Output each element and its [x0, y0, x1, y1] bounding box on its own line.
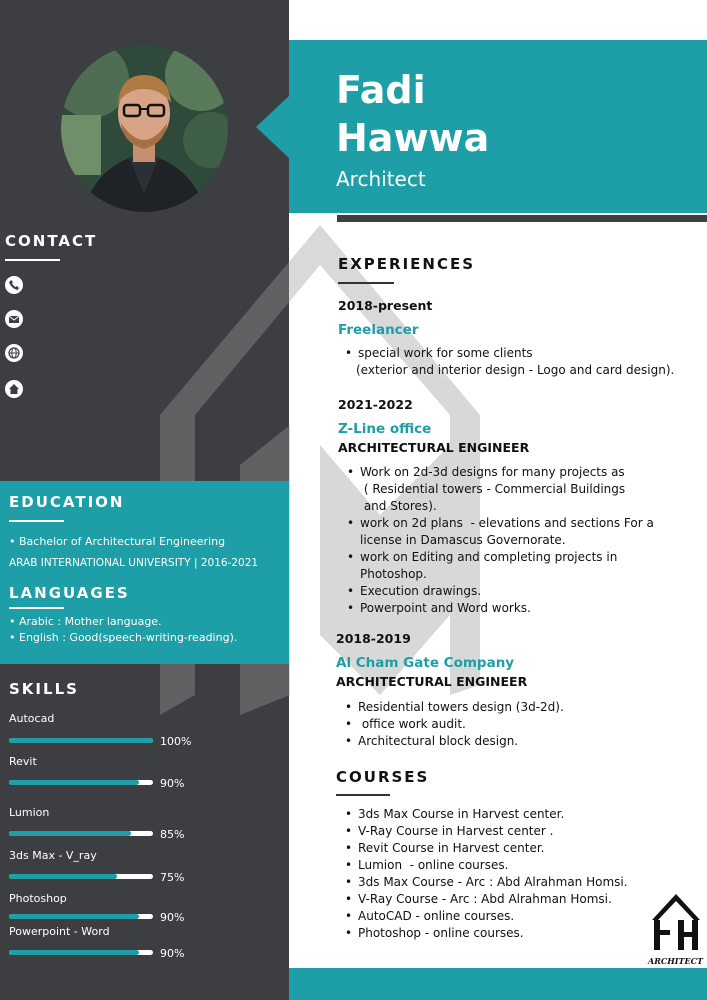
skill-bar-fill	[9, 874, 117, 879]
job-bullets	[344, 464, 654, 617]
header-pointer	[256, 95, 290, 159]
skill-name: Powerpoint - Word	[9, 925, 110, 938]
skill-percent: 85%	[160, 828, 185, 841]
job-company: Z-Line office	[338, 421, 432, 437]
skill-bar	[9, 738, 153, 743]
list-item: • work on Editing and completing projects in	[344, 549, 654, 566]
skill-name: Autocad	[9, 712, 55, 725]
job-company: Freelancer	[338, 322, 419, 338]
list-item: • office work audit.	[342, 716, 564, 733]
languages-heading: LANGUAGES	[9, 584, 130, 602]
language-item: • English : Good(speech-writing-reading).	[9, 631, 238, 644]
job-bullets	[342, 699, 564, 750]
experiences-rule	[338, 282, 394, 284]
skill-bar	[9, 950, 153, 955]
education-school: ARAB INTERNATIONAL UNIVERSITY | 2016-2021	[9, 557, 259, 569]
skill-bar-fill	[9, 950, 139, 955]
home-icon	[5, 380, 23, 398]
brand-logo	[648, 890, 704, 968]
list-item: • Revit Course in Harvest center.	[342, 840, 628, 857]
skill-bar-fill	[9, 914, 139, 919]
list-item: • Architectural block design.	[342, 733, 564, 750]
job-date: 2018-present	[338, 298, 433, 313]
education-heading: EDUCATION	[9, 493, 125, 511]
courses-heading: COURSES	[336, 768, 430, 786]
language-item: • Arabic : Mother language.	[9, 615, 162, 628]
job-date: 2021-2022	[338, 397, 413, 412]
skill-percent: 90%	[160, 947, 185, 960]
list-item: • V-Ray Course - Arc : Abd Alrahman Homsi.	[342, 891, 628, 908]
list-item: ( Residential towers - Commercial Buildings	[360, 482, 626, 496]
list-item: license in Damascus Governorate.	[360, 533, 566, 547]
courses-list	[342, 806, 628, 942]
job-date: 2018-2019	[336, 631, 411, 646]
experiences-heading: EXPERIENCES	[338, 255, 476, 273]
skill-percent: 100%	[160, 735, 192, 748]
phone-icon	[5, 276, 23, 294]
skill-bar	[9, 780, 153, 785]
list-item: • 3ds Max Course in Harvest center.	[342, 806, 628, 823]
skill-percent: 90%	[160, 911, 185, 924]
job-position: ARCHITECTURAL ENGINEER	[336, 674, 528, 689]
skill-name: 3ds Max - V_ray	[9, 849, 97, 862]
list-item: • 3ds Max Course - Arc : Abd Alrahman Homsi.	[342, 874, 628, 891]
list-item: • Execution drawings.	[344, 583, 654, 600]
skill-name: Lumion	[9, 806, 50, 819]
globe-icon	[5, 344, 23, 362]
job-bullets	[342, 345, 674, 379]
job-company: Al Cham Gate Company	[336, 655, 515, 671]
footer-band	[289, 968, 707, 1000]
skill-bar	[9, 874, 153, 879]
skill-bar	[9, 831, 153, 836]
list-item: • Lumion - online courses.	[342, 857, 628, 874]
languages-rule	[9, 607, 64, 609]
skill-percent: 75%	[160, 871, 185, 884]
skill-bar-fill	[9, 780, 139, 785]
job-title: Architect	[336, 167, 426, 191]
contact-rule	[5, 259, 60, 261]
list-item: • Work on 2d-3d designs for many projects as	[344, 464, 654, 481]
skill-bar-fill	[9, 831, 131, 836]
list-item: • special work for some clients	[342, 345, 674, 362]
list-item: • Photoshop - online courses.	[342, 925, 628, 942]
header-underline	[337, 215, 707, 222]
first-name: Fadi	[336, 68, 426, 112]
courses-rule	[336, 794, 390, 796]
list-item: • Residential towers design (3d-2d).	[342, 699, 564, 716]
skill-bar-fill	[9, 738, 153, 743]
skill-name: Photoshop	[9, 892, 67, 905]
brand-logo-text: ARCHITECT	[648, 956, 703, 966]
list-item: • Powerpoint and Word works.	[344, 600, 654, 617]
list-item: Photoshop.	[360, 567, 427, 581]
job-position: ARCHITECTURAL ENGINEER	[338, 440, 530, 455]
list-item: • AutoCAD - online courses.	[342, 908, 628, 925]
skill-name: Revit	[9, 755, 37, 768]
list-item: (exterior and interior design - Logo and card design).	[356, 363, 675, 377]
education-rule	[9, 520, 64, 522]
education-degree: • Bachelor of Architectural Engineering	[9, 535, 226, 548]
skill-bar	[9, 914, 153, 919]
profile-photo	[61, 45, 228, 212]
skills-heading: SKILLS	[9, 680, 79, 698]
mail-icon	[5, 310, 23, 328]
contact-heading: CONTACT	[5, 232, 98, 250]
list-item: • V-Ray Course in Harvest center .	[342, 823, 628, 840]
list-item: • work on 2d plans - elevations and sections For a	[344, 515, 654, 532]
list-item: and Stores).	[360, 499, 437, 513]
skill-percent: 90%	[160, 777, 185, 790]
last-name: Hawwa	[336, 116, 490, 160]
